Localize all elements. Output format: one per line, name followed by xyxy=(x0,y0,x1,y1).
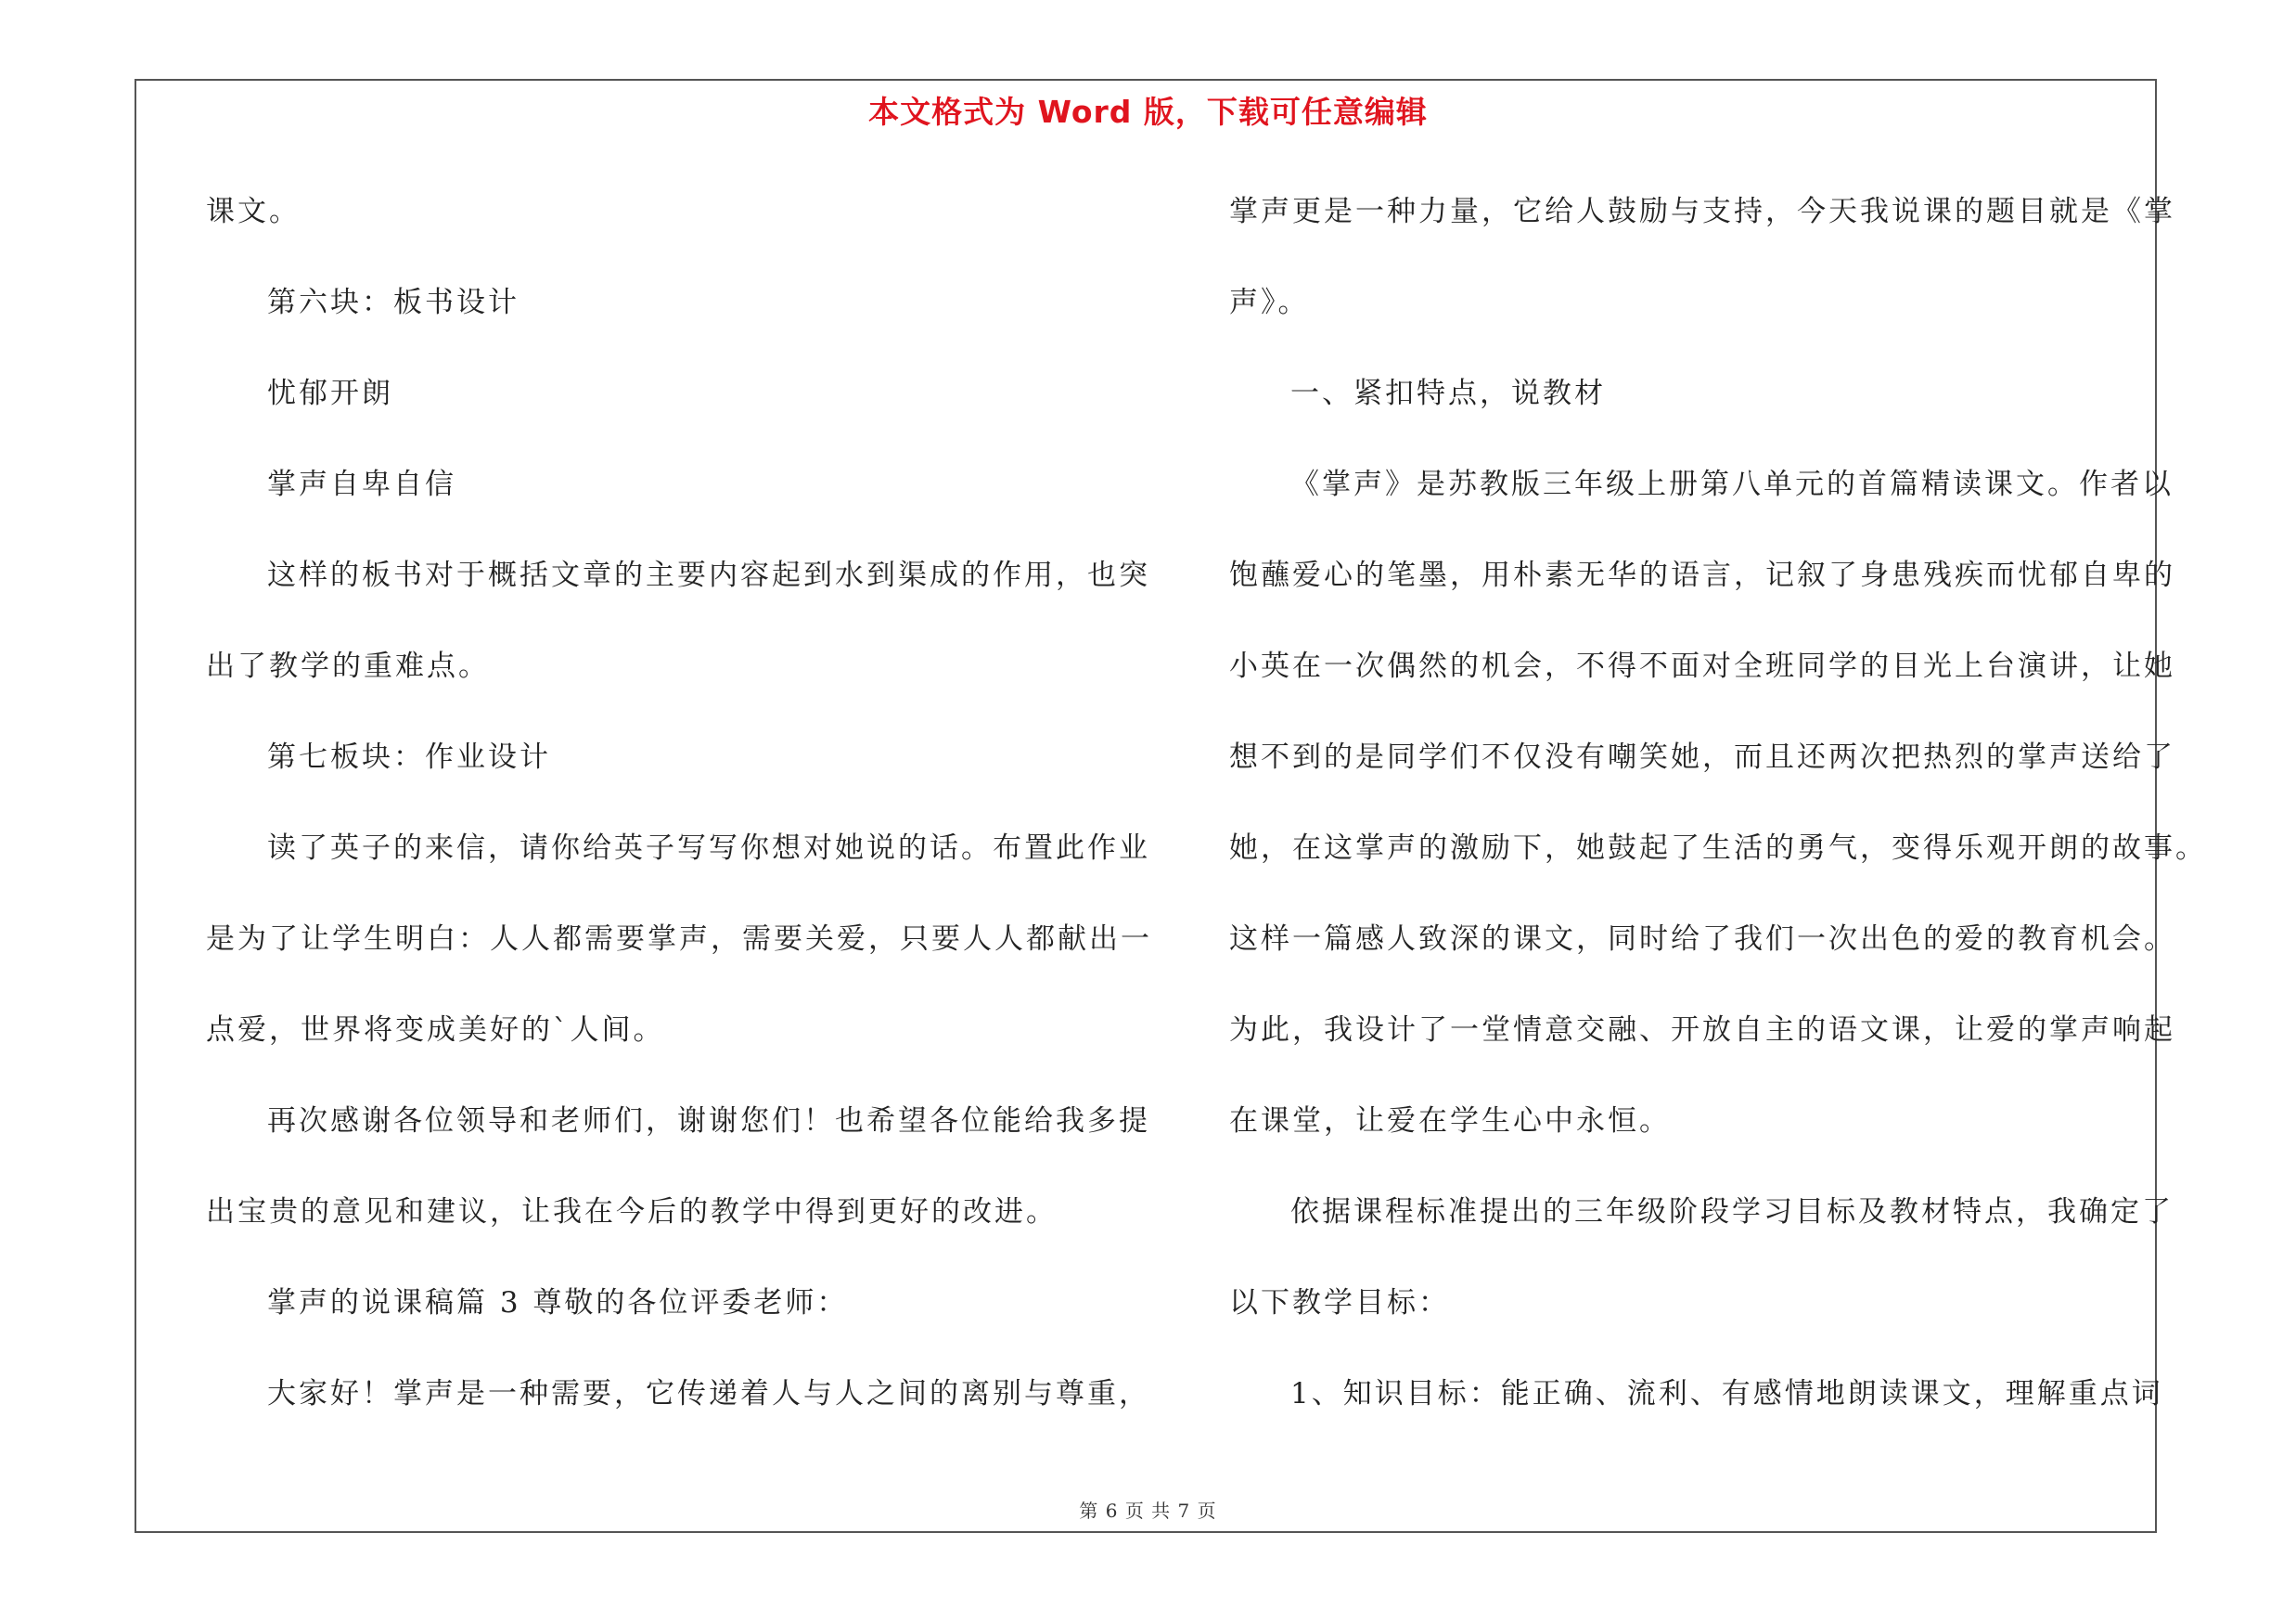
right-column-paragraph-line: 想不到的是同学们不仅没有嘲笑她，而且还两次把热烈的掌声送给了 xyxy=(1229,741,2175,774)
right-column-paragraph-line: 1、知识目标：能正确、流利、有感情地朗读课文，理解重点词 xyxy=(1290,1377,2163,1410)
left-column-paragraph-line: 是为了让学生明白：人人都需要掌声，需要关爱，只要人人都献出一 xyxy=(206,922,1152,956)
right-column-paragraph-line: 她，在这掌声的激励下，她鼓起了生活的勇气，变得乐观开朗的故事。 xyxy=(1229,831,2207,865)
header-banner: 本文格式为 Word 版，下载可任意编辑 xyxy=(868,94,1428,130)
left-column-paragraph-line: 大家好！掌声是一种需要，它传递着人与人之间的离别与尊重， xyxy=(267,1377,1150,1410)
right-column-paragraph-line: 掌声更是一种力量，它给人鼓励与支持，今天我说课的题目就是《掌 xyxy=(1229,195,2175,228)
left-column-paragraph-line: 点爱，世界将变成美好的`人间。 xyxy=(206,1013,665,1047)
right-column-paragraph-line: 为此，我设计了一堂情意交融、开放自主的语文课，让爱的掌声响起 xyxy=(1229,1013,2175,1047)
left-column xyxy=(206,184,1152,1457)
left-column-paragraph-line: 出了教学的重难点。 xyxy=(206,650,490,683)
right-column-paragraph-line: 以下教学目标： xyxy=(1229,1286,1450,1320)
right-column-paragraph-line: 在课堂，让爱在学生心中永恒。 xyxy=(1229,1104,1671,1138)
right-column xyxy=(1229,184,2207,1457)
left-column-paragraph-line: 再次感谢各位领导和老师们，谢谢您们！也希望各位能给我多提 xyxy=(267,1104,1150,1138)
left-column-paragraph-line: 第七板块：作业设计 xyxy=(267,741,551,774)
right-column-paragraph-line: 饱蘸爱心的笔墨，用朴素无华的语言，记叙了身患残疾而忧郁自卑的 xyxy=(1229,559,2175,592)
right-column-paragraph-line: 《掌声》是苏教版三年级上册第八单元的首篇精读课文。作者以 xyxy=(1290,468,2174,501)
right-column-paragraph-line: 小英在一次偶然的机会，不得不面对全班同学的目光上台演讲，让她 xyxy=(1229,650,2175,683)
right-column-paragraph-line: 一、紧扣特点，说教材 xyxy=(1290,377,1606,410)
left-column-paragraph-line: 第六块：板书设计 xyxy=(267,286,519,319)
page-number-footer: 第 6 页 共 7 页 xyxy=(1079,1500,1217,1522)
left-column-paragraph-line: 掌声自卑自信 xyxy=(267,468,456,501)
left-column-paragraph-line: 读了英子的来信，请你给英子写写你想对她说的话。布置此作业 xyxy=(267,831,1150,865)
right-column-paragraph-line: 这样一篇感人致深的课文，同时给了我们一次出色的爱的教育机会。 xyxy=(1229,922,2175,956)
left-column-paragraph-line: 出宝贵的意见和建议，让我在今后的教学中得到更好的改进。 xyxy=(206,1195,1058,1229)
right-column-paragraph-line: 依据课程标准提出的三年级阶段学习目标及教材特点，我确定了 xyxy=(1290,1195,2174,1229)
left-column-paragraph-line: 忧郁开朗 xyxy=(267,377,393,410)
left-column-paragraph-line: 课文。 xyxy=(206,195,301,228)
left-column-paragraph-line: 掌声的说课稿篇 3 尊敬的各位评委老师： xyxy=(267,1286,849,1320)
left-column-paragraph-line: 这样的板书对于概括文章的主要内容起到水到渠成的作用，也突 xyxy=(267,559,1150,592)
right-column-paragraph-line: 声》。 xyxy=(1229,286,1310,319)
